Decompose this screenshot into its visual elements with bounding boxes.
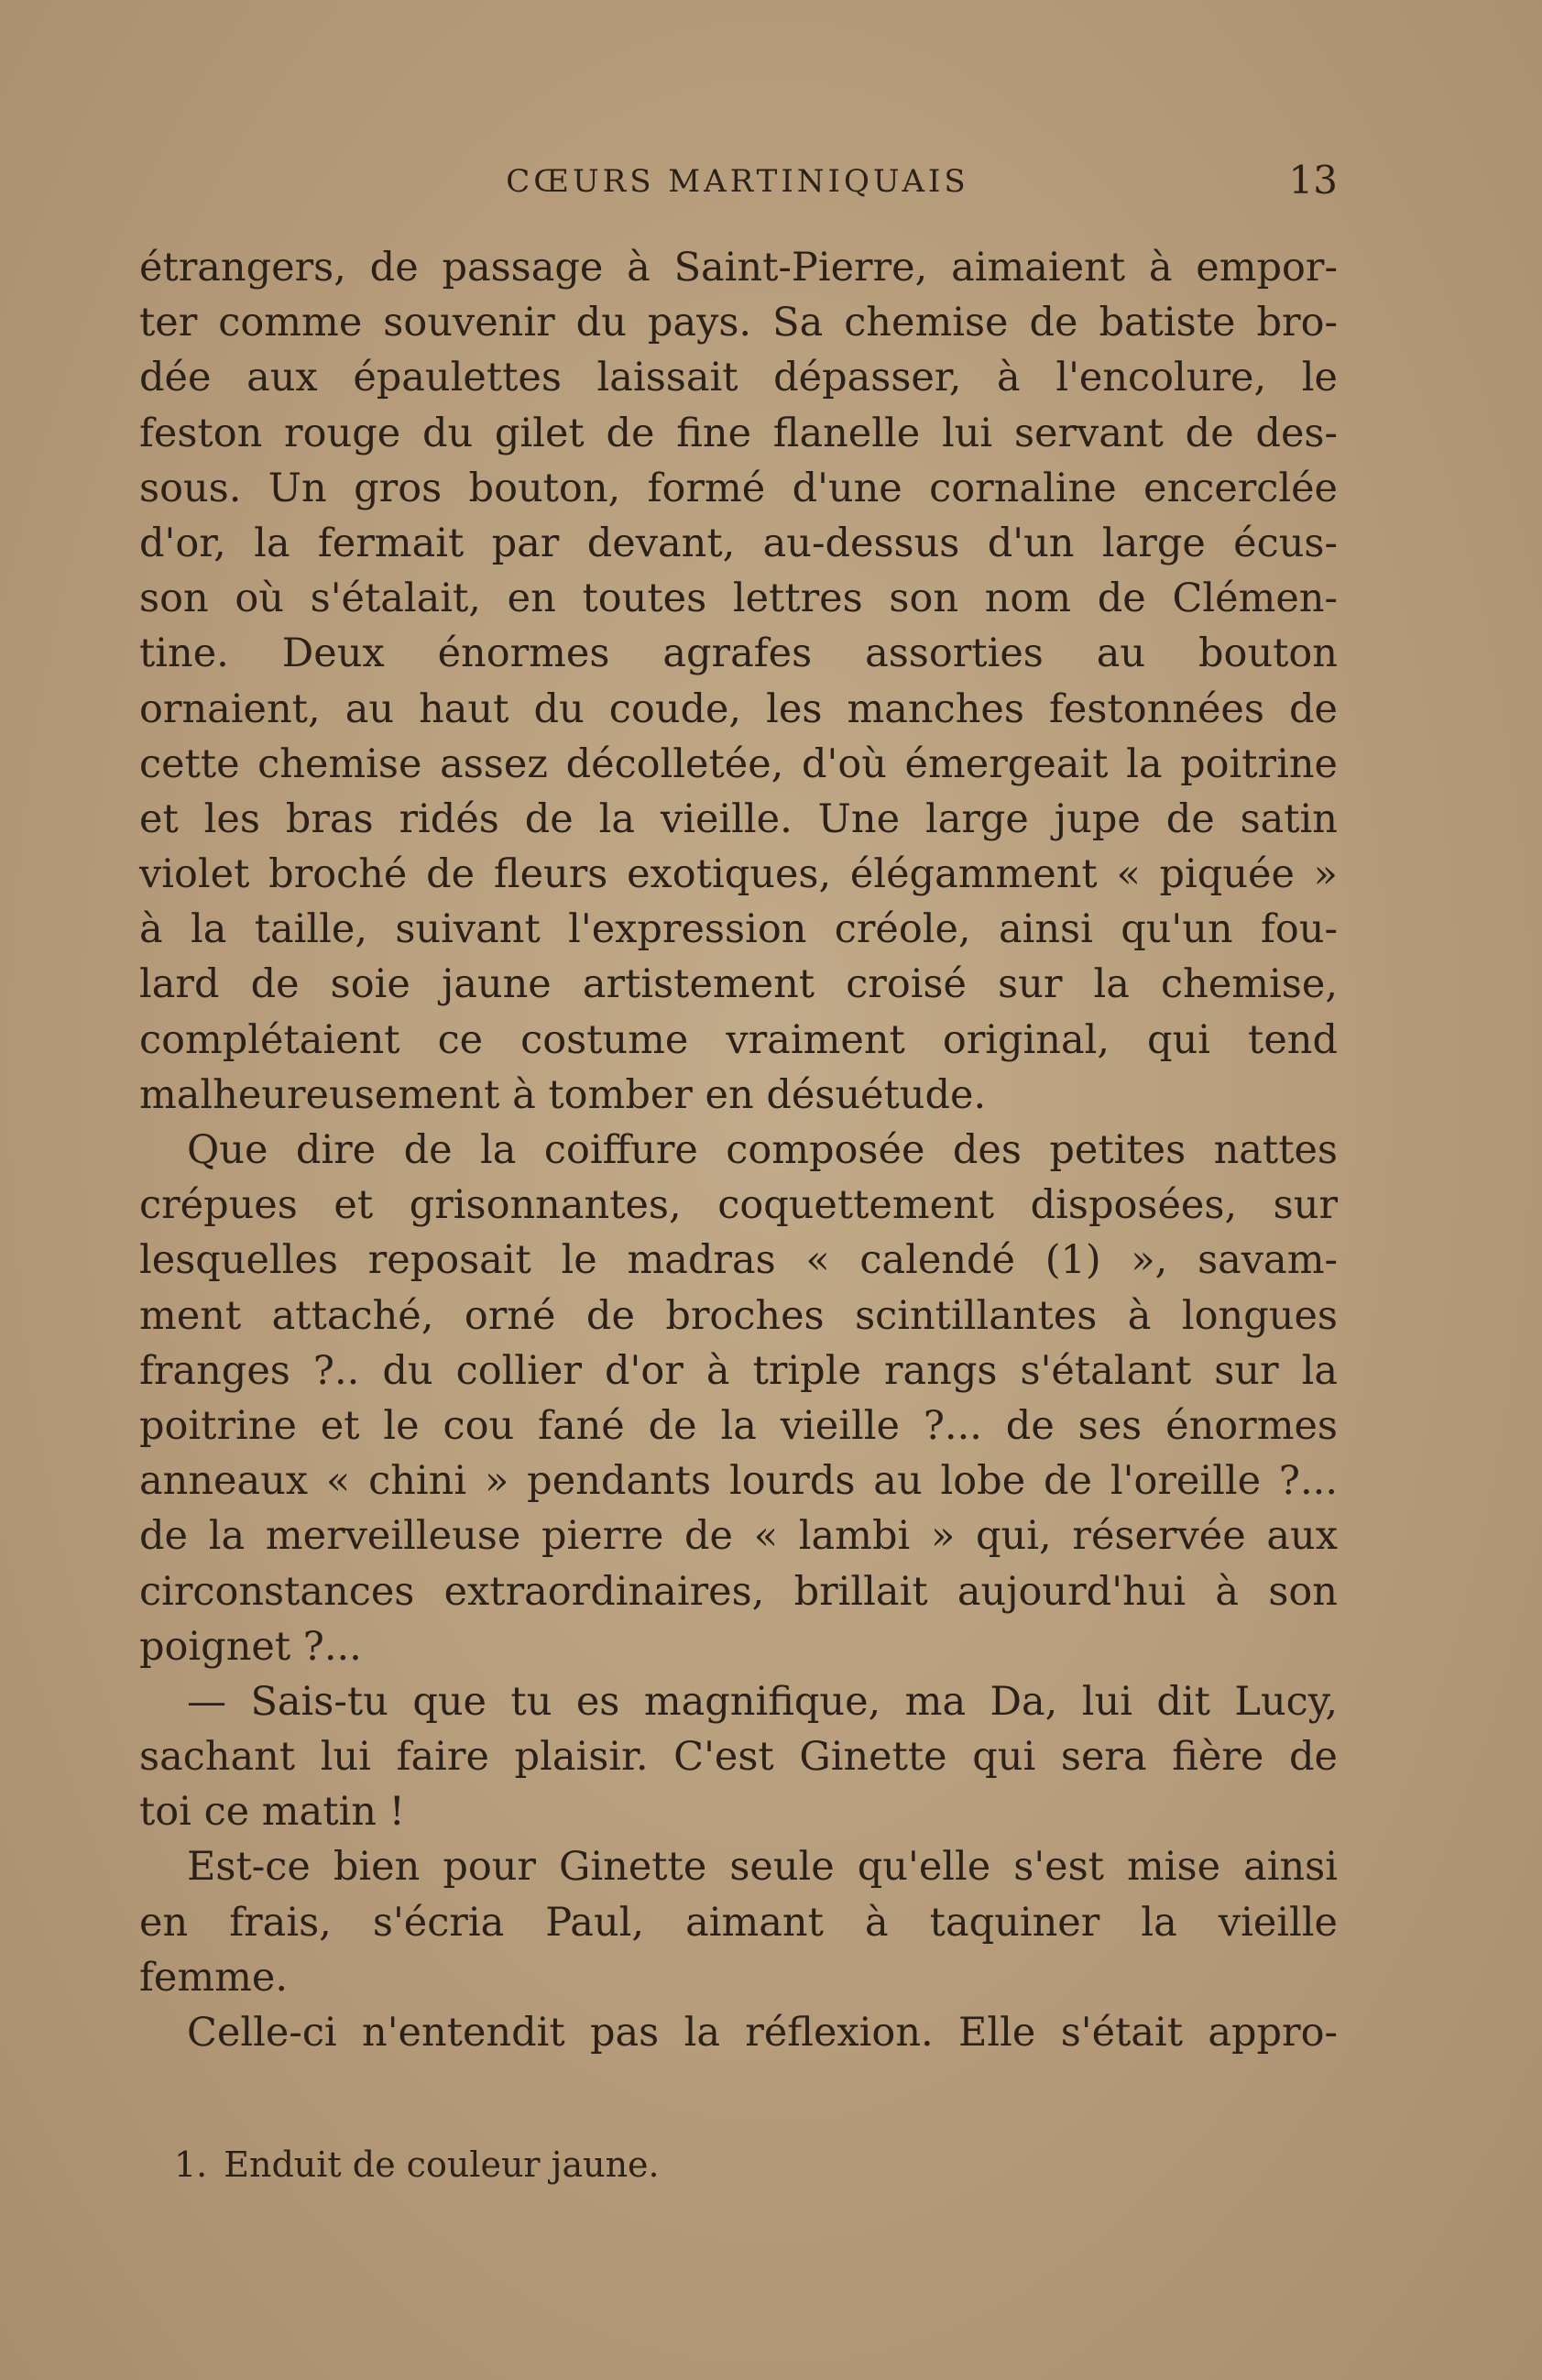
text-line: cette chemise assez décolletée, d'où émergeait la poitrine bbox=[139, 740, 1338, 787]
page-number: 13 bbox=[1288, 158, 1338, 203]
text-line: complétaient ce costume vraiment original, qui tend bbox=[139, 1016, 1338, 1063]
text-line: poignet ?... bbox=[139, 1623, 362, 1670]
text-line: étrangers, de passage à Saint-Pierre, aimaient à empor- bbox=[139, 245, 1338, 291]
body-text bbox=[139, 240, 1338, 2060]
text-line: ment attaché, orné de broches scintillantes à longues bbox=[139, 1292, 1338, 1339]
text-line: feston rouge du gilet de fine flanelle lui servant de des- bbox=[139, 410, 1338, 456]
footnote-text: Enduit de couleur jaune. bbox=[224, 2144, 660, 2185]
text-line: sous. Un gros bouton, formé d'une cornaline encerclée bbox=[139, 465, 1338, 511]
text-line: à la taille, suivant l'expression créole, ainsi qu'un fou- bbox=[139, 906, 1338, 953]
text-line: Est-ce bien pour Ginette seule qu'elle s'est mise ainsi bbox=[187, 1844, 1338, 1891]
text-line: son où s'étalait, en toutes lettres son nom de Clémen- bbox=[139, 576, 1338, 622]
text-line: et les bras ridés de la vieille. Une large jupe de satin bbox=[139, 795, 1338, 842]
text-line: lard de soie jaune artistement croisé sur la chemise, bbox=[139, 961, 1338, 1008]
text-line: de la merveilleuse pierre de « lambi » qui, réservée aux bbox=[139, 1513, 1338, 1560]
text-line: franges ?.. du collier d'or à triple rangs s'étalant sur la bbox=[139, 1347, 1338, 1394]
text-line: dée aux épaulettes laissait dépasser, à l'encolure, le bbox=[139, 355, 1338, 401]
text-line: poitrine et le cou fané de la vieille ?... de ses énormes bbox=[139, 1402, 1338, 1449]
text-line: femme. bbox=[139, 1954, 289, 2001]
running-title: CŒURS MARTINIQUAIS bbox=[506, 163, 969, 200]
text-line: toi ce matin ! bbox=[139, 1789, 405, 1836]
text-line: ter comme souvenir du pays. Sa chemise de batiste bro- bbox=[139, 300, 1338, 346]
text-line: crépues et grisonnantes, coquettement disposées, sur bbox=[139, 1182, 1338, 1229]
footnote bbox=[174, 2144, 660, 2185]
running-head bbox=[137, 158, 1338, 203]
text-line: Celle-ci n'entendit pas la réflexion. Elle s'était appro- bbox=[187, 2010, 1338, 2056]
text-line: circonstances extraordinaires, brillait aujourd'hui à son bbox=[139, 1568, 1338, 1615]
text-line: tine. Deux énormes agrafes assorties au bouton bbox=[139, 631, 1338, 677]
text-line: lesquelles reposait le madras « calendé (1) », savam- bbox=[139, 1237, 1338, 1284]
footnote-number: 1. bbox=[174, 2144, 208, 2185]
text-line: d'or, la fermait par devant, au-dessus d'un large écus- bbox=[139, 520, 1338, 566]
text-line: anneaux « chini » pendants lourds au lobe de l'oreille ?... bbox=[139, 1458, 1338, 1505]
text-line: ornaient, au haut du coude, les manches festonnées de bbox=[139, 685, 1338, 732]
text-line: Que dire de la coiffure composée des petites nattes bbox=[187, 1127, 1338, 1173]
text-line: malheureusement à tomber en désuétude. bbox=[139, 1071, 987, 1118]
text-line: violet broché de fleurs exotiques, élégamment « piquée » bbox=[139, 851, 1338, 898]
text-line: sachant lui faire plaisir. C'est Ginette qui sera fière de bbox=[139, 1734, 1338, 1781]
text-line: — Sais-tu que tu es magnifique, ma Da, lui dit Lucy, bbox=[187, 1678, 1338, 1725]
text-line: en frais, s'écria Paul, aimant à taquiner la vieille bbox=[139, 1899, 1338, 1946]
